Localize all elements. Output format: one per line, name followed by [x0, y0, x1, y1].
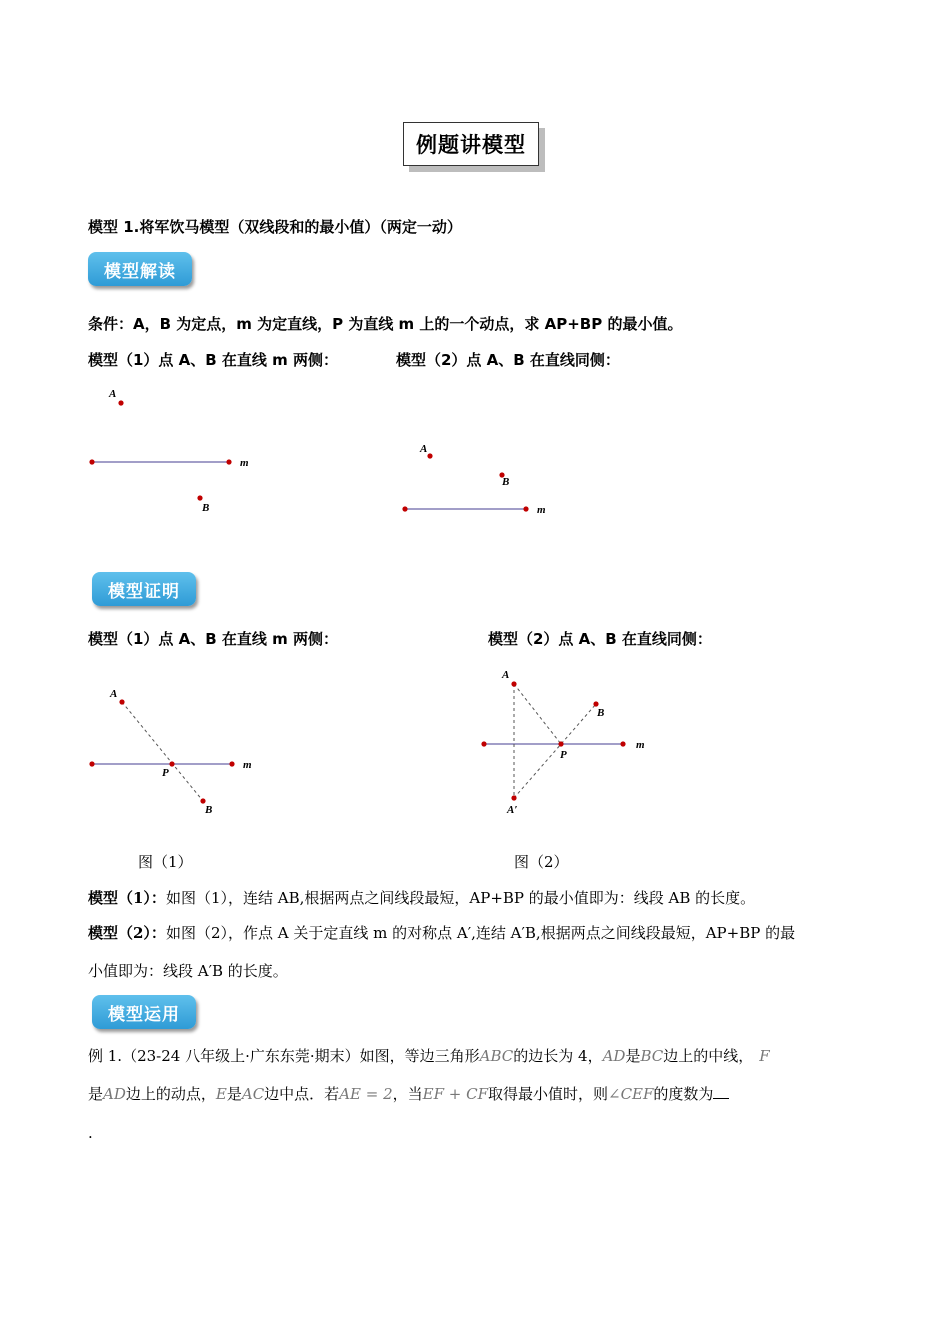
example-1-end: . [88, 1124, 93, 1142]
explanation-2-label: 模型（2）： [88, 924, 166, 942]
example-text: 边中点．若 [264, 1085, 340, 1103]
point [523, 506, 528, 511]
case2-heading: 模型（2）点 A、B 在直线同侧： [396, 351, 620, 369]
math-ef-cf: EF + CF [422, 1085, 488, 1103]
explanation-1-label: 模型（1）： [88, 889, 166, 907]
model-heading: 模型 1.将军饮马模型（双线段和的最小值）（两定一动） [88, 218, 462, 236]
proof-case2-heading: 模型（2）点 A、B 在直线同侧： [488, 630, 712, 648]
segment-a-prime-b [514, 704, 596, 798]
condition-text: 条件：A，B 为定点，m 为定直线，P 为直线 m 上的一个动点，求 AP+BP 的最小值。 [88, 315, 683, 333]
badge-model-proof: 模型证明 [92, 572, 196, 606]
point-a [118, 400, 123, 405]
figure-2-caption: 图（2） [514, 853, 569, 871]
label-m: m [537, 504, 546, 516]
point-p [558, 741, 563, 746]
example-text: 例 1.（23-24 八年级上·广东东莞·期末）如图，等边三角形 [88, 1047, 480, 1065]
badge-model-apply: 模型运用 [92, 995, 196, 1029]
proof-figure-1 [89, 688, 252, 816]
example-text: 边上的中线， [663, 1047, 754, 1065]
explanation-2-continued: 小值即为：线段 A′B 的长度。 [88, 962, 288, 980]
example-text: 边上的动点， [125, 1085, 216, 1103]
label-m: m [243, 759, 252, 771]
example-1-line-2 [88, 1083, 729, 1104]
point [402, 506, 407, 511]
label-b: B [502, 476, 510, 488]
label-a-prime: A′ [507, 804, 518, 816]
point-b [593, 701, 598, 706]
point [620, 741, 625, 746]
math-ad: AD [103, 1085, 126, 1103]
segment-ab [122, 702, 203, 801]
interpret-figure-2 [402, 443, 546, 516]
proof-figure-2 [481, 669, 645, 816]
explanation-1 [88, 887, 755, 908]
example-text: 取得最小值时，则 [488, 1085, 609, 1103]
label-p: P [560, 749, 567, 761]
math-bc: BC [640, 1047, 664, 1065]
label-m: m [240, 457, 249, 469]
point-p [169, 761, 174, 766]
label-a: A [502, 669, 510, 681]
interpret-figures [0, 380, 950, 530]
point [481, 741, 486, 746]
point-a [119, 699, 124, 704]
segment-ap [514, 684, 561, 744]
example-text: 的边长为 4， [513, 1047, 603, 1065]
math-e: E [215, 1085, 227, 1103]
explanation-1-text: 如图（1），连结 AB,根据两点之间线段最短，AP+BP 的最小值即为：线段 AB 的长度。 [165, 889, 756, 907]
case1-heading: 模型（1）点 A、B 在直线 m 两侧： [88, 351, 338, 369]
point-a [511, 681, 516, 686]
label-a: A [420, 443, 428, 455]
example-text: 是 [226, 1085, 242, 1103]
point [229, 761, 234, 766]
label-m: m [636, 739, 645, 751]
label-a: A [110, 688, 118, 700]
page-title: 例题讲模型 [403, 122, 539, 166]
example-text: 的度数为 [653, 1085, 714, 1103]
math-ad: AD [602, 1047, 626, 1065]
example-text: 是 [625, 1047, 641, 1065]
example-text: ，当 [392, 1085, 423, 1103]
math-angle-cef: ∠CEF [608, 1085, 654, 1103]
point-b [200, 798, 205, 803]
point-a [427, 453, 432, 458]
answer-blank[interactable] [713, 1084, 729, 1099]
explanation-2 [88, 922, 795, 943]
point-b [197, 495, 202, 500]
label-a: A [109, 388, 117, 400]
math-ae: AE = 2 [339, 1085, 393, 1103]
label-b: B [597, 707, 605, 719]
math-ac: AC [241, 1085, 265, 1103]
point [89, 761, 94, 766]
label-b: B [202, 502, 210, 514]
badge-model-interpret: 模型解读 [88, 252, 192, 286]
example-text: 是 [88, 1085, 104, 1103]
interpret-figure-1 [89, 388, 249, 514]
label-b: B [205, 804, 213, 816]
math-f: F [759, 1047, 770, 1065]
proof-figures [0, 660, 950, 820]
example-1-line-1 [88, 1045, 770, 1066]
point [226, 459, 231, 464]
proof-case1-heading: 模型（1）点 A、B 在直线 m 两侧： [88, 630, 338, 648]
point [89, 459, 94, 464]
point-a-prime [511, 795, 516, 800]
explanation-2-text: 如图（2），作点 A 关于定直线 m 的对称点 A′,连结 A′B,根据两点之间线段最短，AP+BP 的最 [165, 924, 796, 942]
math-abc: ABC [479, 1047, 514, 1065]
figure-1-caption: 图（1） [138, 853, 193, 871]
label-p: P [162, 767, 169, 779]
